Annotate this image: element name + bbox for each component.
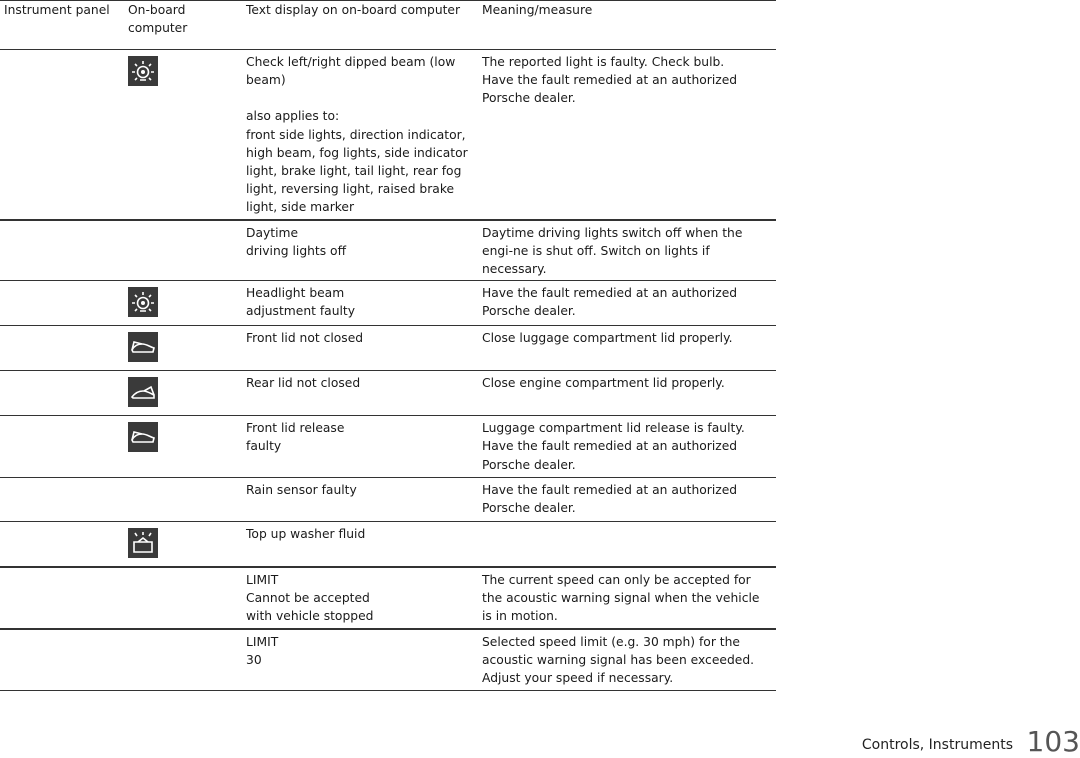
display-text-2: 30: [246, 652, 262, 667]
table-row: [0, 416, 776, 478]
display-text: LIMIT: [246, 634, 279, 649]
display-text-3: with vehicle stopped: [246, 609, 374, 624]
display-text: Check left/right dipped beam (low beam): [246, 55, 456, 88]
table-row: [0, 567, 776, 629]
display-text: Top up washer fluid: [246, 527, 366, 542]
table-row: [0, 220, 776, 281]
meaning-text: Have the fault remedied at an authorized Porsche dealer.: [482, 286, 738, 319]
page-footer: [850, 725, 1080, 758]
display-text-2: Cannot be accepted: [246, 590, 370, 605]
display-text-extra: also applies to:: [246, 109, 340, 124]
front-lid-icon: [128, 422, 158, 452]
meaning-text: The reported light is faulty. Check bulb.: [482, 55, 725, 69]
meaning-text-2: Have the fault remedied at an authorized Porsche dealer.: [482, 439, 738, 472]
meaning-text: Close engine compartment lid properly.: [482, 376, 725, 391]
table-row: [0, 371, 776, 416]
section-title: Controls, Instruments: [861, 737, 1013, 753]
display-text-2: adjustment faulty: [246, 304, 356, 319]
meaning-text: Close luggage compartment lid properly.: [482, 331, 733, 346]
washer-fluid-icon: [128, 528, 158, 558]
header-onboard-computer: On-board computer: [128, 3, 188, 36]
display-text-extra-list: front side lights, direction indicator, high beam, fog lights, side indicator light, brake light, tail light, rear fog light, reversing light, raised brake light, side marker: [246, 127, 468, 215]
header-instrument-panel: Instrument panel: [4, 3, 110, 17]
display-text-2: driving lights off: [246, 243, 347, 258]
display-text: LIMIT: [246, 572, 279, 587]
meaning-text: Selected speed limit (e.g. 30 mph) for the acoustic warning signal has been exceeded. Adjust your speed if necessary.: [482, 634, 755, 686]
table-row: [0, 478, 776, 522]
page-number: 103: [1026, 725, 1080, 758]
meaning-text: Daytime driving lights switch off when the engi-ne is shut off. Switch on lights if necessary.: [482, 225, 743, 277]
table-row: [0, 50, 776, 220]
display-text: Front lid not closed: [246, 331, 364, 346]
display-text-2: faulty: [246, 439, 282, 454]
table-row: [0, 281, 776, 326]
table-row: [0, 522, 776, 567]
meaning-text-2: Have the fault remedied at an authorized Porsche dealer.: [482, 73, 738, 106]
meaning-text: Luggage compartment lid release is faulty.: [482, 421, 745, 436]
table-header-row: [0, 1, 776, 50]
table-row: [0, 629, 776, 691]
display-text: Daytime: [246, 225, 299, 240]
header-text-display: Text display on on-board computer: [246, 3, 461, 17]
header-meaning: Meaning/measure: [482, 3, 593, 17]
table-row: [0, 326, 776, 371]
display-text: Rain sensor faulty: [246, 483, 357, 498]
front-lid-icon: [128, 332, 158, 362]
light-bulb-icon: [128, 287, 158, 317]
meaning-text: Have the fault remedied at an authorized Porsche dealer.: [482, 483, 738, 516]
meaning-text: The current speed can only be accepted for the acoustic warning signal when the vehicle is in motion.: [482, 572, 760, 624]
light-bulb-icon: [128, 56, 158, 86]
display-text: Front lid release: [246, 421, 345, 436]
display-text: Rear lid not closed: [246, 376, 361, 391]
display-text: Headlight beam: [246, 286, 345, 301]
rear-lid-icon: [128, 377, 158, 407]
